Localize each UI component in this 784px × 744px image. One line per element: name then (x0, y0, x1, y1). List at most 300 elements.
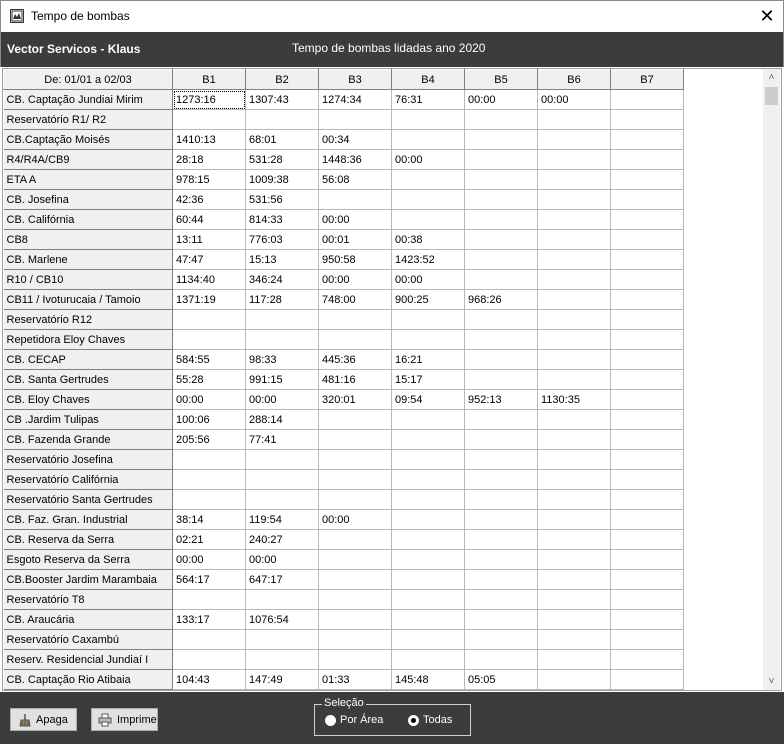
table-cell[interactable] (465, 330, 538, 350)
table-cell[interactable] (611, 290, 684, 310)
table-cell[interactable] (538, 650, 611, 670)
radio-label: Todas (423, 714, 453, 726)
table-cell[interactable] (173, 450, 246, 470)
table-cell[interactable] (611, 530, 684, 550)
row-header[interactable]: CB. Reserva da Serra (4, 530, 173, 550)
table-cell[interactable] (611, 190, 684, 210)
table-cell[interactable]: 991:15 (246, 370, 319, 390)
table-cell[interactable] (465, 130, 538, 150)
row-header[interactable]: Reserv. Residencial Jundiaí I (4, 650, 173, 670)
table-row (4, 610, 684, 630)
table-cell[interactable]: 1009:38 (246, 170, 319, 190)
table-cell[interactable] (538, 130, 611, 150)
app-icon (10, 9, 24, 23)
table-cell[interactable]: 1274:34 (319, 90, 392, 110)
table-cell[interactable]: 00:00 (465, 90, 538, 110)
data-table (3, 69, 684, 690)
table-cell[interactable] (465, 170, 538, 190)
table-row (4, 470, 684, 490)
table-cell[interactable]: 00:38 (392, 230, 465, 250)
table-cell[interactable]: 55:28 (173, 370, 246, 390)
table-cell[interactable]: 47:47 (173, 250, 246, 270)
table-cell[interactable] (611, 150, 684, 170)
table-cell[interactable] (319, 590, 392, 610)
table-cell[interactable] (392, 530, 465, 550)
table-cell[interactable]: 98:33 (246, 350, 319, 370)
table-cell[interactable] (611, 490, 684, 510)
window-title: Tempo de bombas (31, 9, 130, 23)
table-cell[interactable]: 00:34 (319, 130, 392, 150)
radio-por-area[interactable] (325, 714, 383, 726)
table-cell[interactable] (319, 430, 392, 450)
table-cell[interactable]: 1410:13 (173, 130, 246, 150)
table-cell[interactable] (538, 630, 611, 650)
table-cell[interactable] (611, 210, 684, 230)
scroll-thumb[interactable] (765, 87, 778, 105)
table-cell[interactable]: 05:05 (465, 670, 538, 690)
table-cell[interactable]: 09:54 (392, 390, 465, 410)
table-cell[interactable] (392, 470, 465, 490)
table-cell[interactable]: 119:54 (246, 510, 319, 530)
table-cell[interactable]: 00:00 (173, 390, 246, 410)
table-cell[interactable]: 00:00 (319, 510, 392, 530)
table-cell[interactable] (465, 430, 538, 450)
table-cell[interactable] (611, 610, 684, 630)
table-cell[interactable] (246, 650, 319, 670)
table-cell[interactable] (611, 330, 684, 350)
column-header[interactable]: B5 (465, 70, 538, 90)
table-cell[interactable]: 100:06 (173, 410, 246, 430)
table-cell[interactable] (465, 410, 538, 430)
table-row (4, 410, 684, 430)
table-cell[interactable] (465, 570, 538, 590)
table-row (4, 590, 684, 610)
table-cell[interactable] (392, 650, 465, 670)
table-cell[interactable] (392, 590, 465, 610)
row-header[interactable]: CB. Faz. Gran. Industrial (4, 510, 173, 530)
row-header[interactable]: R10 / CB10 (4, 270, 173, 290)
row-header[interactable]: CB8 (4, 230, 173, 250)
table-cell[interactable] (246, 330, 319, 350)
table-cell[interactable] (465, 530, 538, 550)
table-row (4, 510, 684, 530)
table-cell[interactable]: 38:14 (173, 510, 246, 530)
table-cell[interactable] (538, 450, 611, 470)
table-cell[interactable] (611, 470, 684, 490)
table-cell[interactable]: 205:56 (173, 430, 246, 450)
table-cell[interactable] (246, 490, 319, 510)
pump-time-grid[interactable] (2, 68, 782, 691)
apaga-button[interactable] (10, 708, 77, 731)
table-cell[interactable] (611, 230, 684, 250)
table-cell[interactable] (465, 590, 538, 610)
table-cell[interactable] (319, 550, 392, 570)
table-cell[interactable] (465, 610, 538, 630)
table-cell[interactable] (319, 650, 392, 670)
table-cell[interactable] (246, 590, 319, 610)
column-header[interactable]: B3 (319, 70, 392, 90)
table-cell[interactable] (611, 590, 684, 610)
table-cell[interactable] (465, 350, 538, 370)
table-cell[interactable] (173, 470, 246, 490)
table-cell[interactable] (392, 510, 465, 530)
row-header[interactable]: CB. Josefina (4, 190, 173, 210)
table-cell[interactable] (611, 170, 684, 190)
table-cell[interactable] (392, 310, 465, 330)
table-cell[interactable] (173, 330, 246, 350)
table-cell[interactable] (392, 170, 465, 190)
table-cell[interactable]: 445:36 (319, 350, 392, 370)
table-cell[interactable] (392, 330, 465, 350)
table-cell[interactable] (611, 110, 684, 130)
table-cell[interactable] (611, 390, 684, 410)
table-cell[interactable]: 320:01 (319, 390, 392, 410)
table-cell[interactable] (392, 610, 465, 630)
table-cell[interactable]: 564:17 (173, 570, 246, 590)
table-cell[interactable] (538, 530, 611, 550)
table-cell[interactable] (319, 310, 392, 330)
row-header[interactable]: Reservatório R1/ R2 (4, 110, 173, 130)
table-cell[interactable]: 13:11 (173, 230, 246, 250)
table-cell[interactable] (392, 550, 465, 570)
table-cell[interactable]: 950:58 (319, 250, 392, 270)
table-cell[interactable] (246, 470, 319, 490)
table-cell[interactable] (611, 130, 684, 150)
scroll-up-icon[interactable]: ˄ (768, 72, 775, 83)
table-cell[interactable] (538, 190, 611, 210)
row-header[interactable]: Reservatório R12 (4, 310, 173, 330)
table-cell[interactable] (319, 470, 392, 490)
table-cell[interactable] (611, 650, 684, 670)
report-caption: Tempo de bombas lidadas ano 2020 (292, 41, 486, 55)
table-cell[interactable] (465, 450, 538, 470)
row-header[interactable]: CB.Captação Moisés (4, 130, 173, 150)
table-cell[interactable]: 16:21 (392, 350, 465, 370)
table-cell[interactable]: 117:28 (246, 290, 319, 310)
table-row (4, 670, 684, 690)
table-cell[interactable]: 00:00 (319, 270, 392, 290)
table-cell[interactable] (538, 570, 611, 590)
table-cell[interactable] (465, 250, 538, 270)
table-cell[interactable]: 147:49 (246, 670, 319, 690)
broom-icon (17, 713, 31, 727)
table-cell[interactable] (538, 110, 611, 130)
table-cell[interactable] (392, 110, 465, 130)
table-cell[interactable]: 968:26 (465, 290, 538, 310)
row-header[interactable]: Repetidora Eloy Chaves (4, 330, 173, 350)
table-cell[interactable] (465, 470, 538, 490)
column-header-row (4, 70, 684, 90)
table-cell[interactable] (538, 470, 611, 490)
table-cell[interactable] (538, 270, 611, 290)
table-row (4, 250, 684, 270)
row-header[interactable]: CB .Jardim Tulipas (4, 410, 173, 430)
table-cell[interactable] (611, 310, 684, 330)
row-header[interactable]: CB11 / Ivoturucaia / Tamoio (4, 290, 173, 310)
table-cell[interactable]: 1448:36 (319, 150, 392, 170)
row-header[interactable]: Reservatório Josefina (4, 450, 173, 470)
table-row (4, 350, 684, 370)
table-row (4, 390, 684, 410)
row-header[interactable]: CB. Santa Gertrudes (4, 370, 173, 390)
table-cell[interactable] (465, 110, 538, 130)
column-header[interactable]: B4 (392, 70, 465, 90)
table-cell[interactable] (465, 630, 538, 650)
table-cell[interactable] (538, 370, 611, 390)
table-cell[interactable] (392, 190, 465, 210)
table-cell[interactable] (246, 450, 319, 470)
table-cell[interactable] (538, 510, 611, 530)
table-cell[interactable]: 1134:40 (173, 270, 246, 290)
table-cell[interactable]: 00:00 (246, 390, 319, 410)
row-header[interactable]: R4/R4A/CB9 (4, 150, 173, 170)
table-cell[interactable]: 531:56 (246, 190, 319, 210)
table-cell[interactable] (538, 210, 611, 230)
table-row (4, 290, 684, 310)
table-cell[interactable] (392, 410, 465, 430)
table-cell[interactable] (611, 630, 684, 650)
table-cell[interactable]: 900:25 (392, 290, 465, 310)
radio-todas[interactable] (408, 714, 452, 726)
table-cell[interactable] (319, 410, 392, 430)
company-name: Vector Servicos - Klaus (7, 42, 141, 56)
table-cell[interactable] (173, 490, 246, 510)
title-bar (0, 0, 784, 32)
table-cell[interactable]: 584:55 (173, 350, 246, 370)
table-cell[interactable] (611, 350, 684, 370)
row-header[interactable]: CB. Marlene (4, 250, 173, 270)
table-cell[interactable] (611, 370, 684, 390)
table-cell[interactable] (319, 190, 392, 210)
table-cell[interactable] (319, 450, 392, 470)
row-header[interactable]: CB. CECAP (4, 350, 173, 370)
table-cell[interactable] (319, 110, 392, 130)
table-cell[interactable] (538, 310, 611, 330)
apaga-label: Apaga (36, 713, 68, 726)
table-cell[interactable] (319, 530, 392, 550)
table-cell[interactable]: 00:00 (319, 210, 392, 230)
table-cell[interactable] (173, 110, 246, 130)
row-header[interactable]: Reservatório T8 (4, 590, 173, 610)
table-row (4, 630, 684, 650)
report-header (0, 32, 784, 67)
radio-label: Por Área (340, 714, 384, 726)
table-cell[interactable] (611, 450, 684, 470)
table-cell[interactable] (173, 310, 246, 330)
table-row (4, 310, 684, 330)
table-cell[interactable] (173, 590, 246, 610)
table-cell[interactable] (611, 90, 684, 110)
table-cell[interactable] (611, 410, 684, 430)
table-cell[interactable] (465, 230, 538, 250)
table-cell[interactable]: 02:21 (173, 530, 246, 550)
table-cell[interactable] (538, 170, 611, 190)
table-cell[interactable] (465, 550, 538, 570)
table-cell[interactable] (246, 310, 319, 330)
table-cell[interactable]: 240:27 (246, 530, 319, 550)
table-cell[interactable] (246, 110, 319, 130)
table-cell[interactable]: 1130:35 (538, 390, 611, 410)
table-cell[interactable]: 77:41 (246, 430, 319, 450)
selection-group (314, 697, 471, 736)
row-header[interactable]: CB. Fazenda Grande (4, 430, 173, 450)
imprime-button[interactable] (91, 708, 158, 731)
table-cell[interactable]: 1076:54 (246, 610, 319, 630)
table-cell[interactable]: 76:31 (392, 90, 465, 110)
table-cell[interactable]: 531:28 (246, 150, 319, 170)
row-header[interactable]: CB. Califórnia (4, 210, 173, 230)
close-button[interactable]: ✕ (759, 6, 775, 26)
table-cell[interactable] (538, 410, 611, 430)
table-cell[interactable]: 814:33 (246, 210, 319, 230)
table-cell[interactable]: 978:15 (173, 170, 246, 190)
table-cell[interactable]: 28:18 (173, 150, 246, 170)
column-header[interactable]: B2 (246, 70, 319, 90)
radio-indicator[interactable] (325, 715, 336, 726)
table-row (4, 90, 684, 110)
row-header[interactable]: CB. Araucária (4, 610, 173, 630)
table-cell[interactable]: 776:03 (246, 230, 319, 250)
imprime-label: Imprime (117, 713, 157, 726)
table-cell[interactable]: 1273:16 (173, 90, 246, 110)
row-header[interactable]: ETA A (4, 170, 173, 190)
table-cell[interactable]: 68:01 (246, 130, 319, 150)
scroll-down-icon[interactable]: ˅ (768, 676, 775, 687)
table-cell[interactable]: 00:00 (392, 270, 465, 290)
table-cell[interactable] (319, 570, 392, 590)
table-cell[interactable] (611, 510, 684, 530)
table-cell[interactable] (611, 570, 684, 590)
column-header[interactable]: B1 (173, 70, 246, 90)
table-cell[interactable] (392, 430, 465, 450)
table-cell[interactable]: 1423:52 (392, 250, 465, 270)
table-cell[interactable] (538, 330, 611, 350)
table-cell[interactable] (465, 150, 538, 170)
table-cell[interactable] (319, 610, 392, 630)
table-cell[interactable] (611, 550, 684, 570)
table-cell[interactable] (465, 310, 538, 330)
table-cell[interactable] (611, 250, 684, 270)
table-cell[interactable]: 00:00 (392, 150, 465, 170)
table-cell[interactable] (392, 210, 465, 230)
table-cell[interactable] (465, 270, 538, 290)
vertical-scrollbar[interactable] (763, 69, 780, 690)
table-cell[interactable] (538, 590, 611, 610)
table-row (4, 550, 684, 570)
table-cell[interactable] (611, 270, 684, 290)
table-row (4, 270, 684, 290)
table-cell[interactable]: 15:13 (246, 250, 319, 270)
table-cell[interactable] (465, 190, 538, 210)
table-cell[interactable] (392, 630, 465, 650)
table-cell[interactable]: 104:43 (173, 670, 246, 690)
table-cell[interactable]: 1371:19 (173, 290, 246, 310)
table-cell[interactable] (173, 650, 246, 670)
table-cell[interactable] (246, 630, 319, 650)
table-row (4, 170, 684, 190)
table-cell[interactable]: 346:24 (246, 270, 319, 290)
table-cell[interactable]: 952:13 (465, 390, 538, 410)
table-cell[interactable]: 00:00 (173, 550, 246, 570)
table-cell[interactable] (465, 650, 538, 670)
table-cell[interactable]: 00:00 (246, 550, 319, 570)
table-cell[interactable] (392, 450, 465, 470)
table-cell[interactable] (392, 130, 465, 150)
table-cell[interactable]: 133:17 (173, 610, 246, 630)
row-header[interactable]: Reservatório Califórnia (4, 470, 173, 490)
table-cell[interactable]: 00:00 (538, 90, 611, 110)
row-header[interactable]: CB. Eloy Chaves (4, 390, 173, 410)
table-cell[interactable] (465, 490, 538, 510)
table-row (4, 190, 684, 210)
table-cell[interactable] (319, 490, 392, 510)
table-cell[interactable] (538, 250, 611, 270)
table-cell[interactable]: 42:36 (173, 190, 246, 210)
table-cell[interactable] (538, 550, 611, 570)
table-cell[interactable]: 481:16 (319, 370, 392, 390)
table-cell[interactable]: 1307:43 (246, 90, 319, 110)
table-cell[interactable] (538, 610, 611, 630)
date-range-header[interactable]: De: 01/01 a 02/03 (4, 70, 173, 90)
table-row (4, 370, 684, 390)
table-cell[interactable] (465, 370, 538, 390)
table-cell[interactable]: 01:33 (319, 670, 392, 690)
column-header[interactable]: B7 (611, 70, 684, 90)
radio-indicator[interactable] (408, 715, 419, 726)
table-cell[interactable]: 60:44 (173, 210, 246, 230)
table-cell[interactable] (611, 670, 684, 690)
table-cell[interactable]: 647:17 (246, 570, 319, 590)
table-cell[interactable] (465, 510, 538, 530)
selection-legend: Seleção (324, 697, 364, 709)
table-cell[interactable] (611, 430, 684, 450)
row-header[interactable]: Reservatório Santa Gertrudes (4, 490, 173, 510)
table-cell[interactable]: 748:00 (319, 290, 392, 310)
row-header[interactable]: CB.Booster Jardim Marambaia (4, 570, 173, 590)
printer-icon (98, 713, 112, 727)
column-header[interactable]: B6 (538, 70, 611, 90)
table-cell[interactable] (173, 630, 246, 650)
row-header[interactable]: Reservatório Caxambú (4, 630, 173, 650)
table-cell[interactable] (538, 290, 611, 310)
table-row (4, 330, 684, 350)
table-cell[interactable] (538, 350, 611, 370)
table-cell[interactable]: 288:14 (246, 410, 319, 430)
table-row (4, 110, 684, 130)
row-header[interactable]: CB. Captação Jundiai Mirim (4, 90, 173, 110)
table-cell[interactable]: 145:48 (392, 670, 465, 690)
table-cell[interactable] (538, 670, 611, 690)
row-header[interactable]: CB. Captação Rio Atibaia (4, 670, 173, 690)
table-cell[interactable]: 15:17 (392, 370, 465, 390)
table-cell[interactable]: 56:08 (319, 170, 392, 190)
table-cell[interactable] (538, 230, 611, 250)
table-row (4, 450, 684, 470)
table-cell[interactable] (465, 210, 538, 230)
table-cell[interactable] (538, 430, 611, 450)
row-header[interactable]: Esgoto Reserva da Serra (4, 550, 173, 570)
table-cell[interactable] (538, 150, 611, 170)
table-cell[interactable] (392, 570, 465, 590)
table-cell[interactable] (538, 490, 611, 510)
table-cell[interactable] (319, 330, 392, 350)
table-row (4, 210, 684, 230)
table-row (4, 570, 684, 590)
table-cell[interactable] (319, 630, 392, 650)
table-row (4, 230, 684, 250)
table-cell[interactable] (392, 490, 465, 510)
table-cell[interactable]: 00:01 (319, 230, 392, 250)
